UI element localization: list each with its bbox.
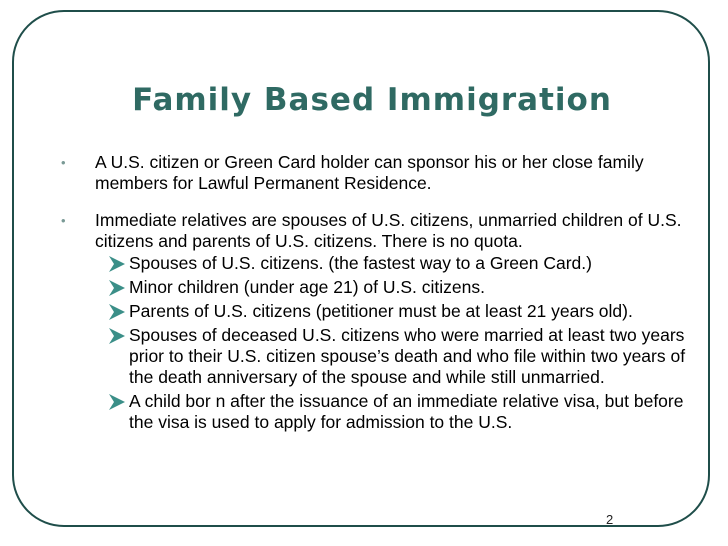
bullet-dot-icon: • [61, 213, 66, 228]
arrow-bullet-icon [107, 392, 127, 412]
sub-bullet-item [55, 277, 695, 298]
page-number: 2 [606, 512, 614, 527]
slide-title: Family Based Immigration [132, 82, 612, 118]
sub-bullet-text: A child bor n after the issuance of an immediate relative visa, but before the visa is used to apply for admission to the U.S. [129, 391, 684, 432]
sub-bullet-item [55, 391, 695, 433]
arrow-bullet-icon [107, 278, 127, 298]
arrow-bullet-icon [107, 254, 127, 274]
bullet-dot-icon: • [61, 155, 66, 170]
sub-bullet-text: Parents of U.S. citizens (petitioner must be at least 21 years old). [129, 301, 633, 321]
bullet-text: A U.S. citizen or Green Card holder can sponsor his or her close family members for Lawful Permanent Residence. [95, 152, 644, 193]
sub-bullet-text: Spouses of deceased U.S. citizens who were married at least two years prior to their U.S. citizen spouse’s death and who file within two years of the death anniversary of the spouse and while still unmarried. [129, 325, 686, 387]
sub-bullet-text: Minor children (under age 21) of U.S. citizens. [129, 277, 485, 297]
arrow-bullet-icon [107, 326, 127, 346]
sub-bullet-text: Spouses of U.S. citizens. (the fastest way to a Green Card.) [129, 253, 592, 273]
bullet-text: Immediate relatives are spouses of U.S. citizens, unmarried children of U.S. citizens and parents of U.S. citizens. There is no quota. [95, 210, 682, 251]
bullet-item [55, 210, 695, 252]
sub-bullet-item [55, 253, 695, 274]
arrow-bullet-icon [107, 302, 127, 322]
sub-bullet-item [55, 325, 695, 388]
slide-body [55, 152, 695, 436]
bullet-item [55, 152, 695, 194]
sub-bullet-item [55, 301, 695, 322]
